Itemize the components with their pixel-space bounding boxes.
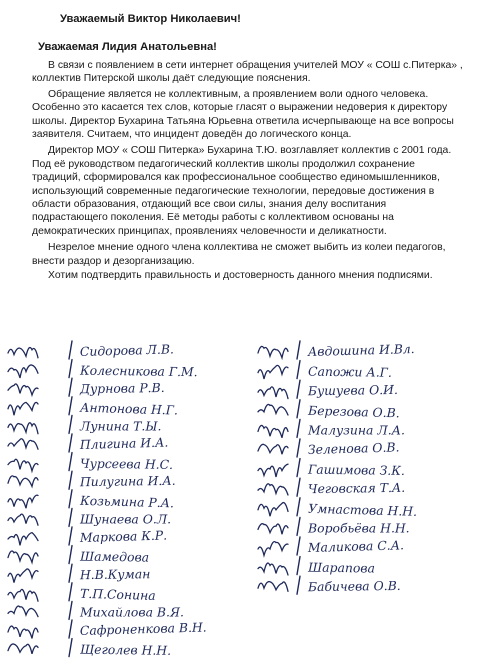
signature-separator xyxy=(297,459,300,477)
signature-scribble xyxy=(258,464,288,477)
signature-separator xyxy=(297,517,300,535)
signature-separator xyxy=(69,564,72,582)
signature-name: Пилугина И.А. xyxy=(79,472,176,490)
signature-separator xyxy=(69,639,72,657)
signature-separator xyxy=(69,378,72,396)
signature-name: Антонова Н.Г. xyxy=(79,399,179,418)
signature-scribble xyxy=(8,402,38,415)
signature-scribble xyxy=(258,425,288,437)
signature-name: Сидорова Л.В. xyxy=(79,341,175,359)
signature-name: Дурнова Р.В. xyxy=(79,380,165,397)
signature-scribble xyxy=(8,495,38,508)
signature-separator xyxy=(69,527,72,545)
signature-separator xyxy=(69,397,72,415)
signature-separator xyxy=(69,341,72,359)
signature-scribble xyxy=(8,384,38,395)
signature-scribble xyxy=(258,484,288,495)
signature-scribble xyxy=(8,626,38,638)
signature-scribble xyxy=(8,533,38,546)
signature-scribble xyxy=(8,569,38,583)
signature-name: Н.В.Куман xyxy=(79,566,151,583)
signature-separator xyxy=(297,341,300,359)
signature-name: Маликова С.А. xyxy=(307,537,405,555)
signature-name: Плигина И.А. xyxy=(79,434,169,452)
signature-name: Сафроненкова В.Н. xyxy=(79,619,207,638)
signature-separator xyxy=(297,361,300,379)
signature-name: Т.П.Сонина xyxy=(79,585,156,603)
letter-body xyxy=(32,59,464,284)
signature-name: Михайлова В.Я. xyxy=(80,604,184,620)
signature-separator xyxy=(69,360,72,378)
signature-name: Бушуева О.И. xyxy=(307,381,398,399)
signature-name: Умнастова Н.Н. xyxy=(307,500,418,519)
signature-separator xyxy=(69,490,72,508)
signature-separator xyxy=(297,557,300,575)
signature-scribble xyxy=(8,589,38,601)
signature-separator xyxy=(69,508,72,526)
signature-separator xyxy=(69,620,72,638)
paragraph-confirm: Хотим подтвердить правильность и достоверность данного мнения подписями. xyxy=(48,270,433,282)
signature-name: Щеголев Н.Н. xyxy=(79,641,172,658)
signature-scribble xyxy=(258,542,288,556)
signature-scribble xyxy=(258,365,288,379)
signature-separator xyxy=(69,434,72,452)
paragraph-not-collective: Обращение является не коллективным, а проявлением воли одного человека. Особенно это касается тех слов, которые гласят о выражении недоверия к директору школы. Директор Бухарина Татьяна Юрьевна ответила исчерпывающе на все вопросы заявителя. Считаем, что инцидент доведён до логического конца. xyxy=(32,88,454,141)
signature-scribble xyxy=(258,404,288,415)
signature-scribble xyxy=(258,503,288,517)
signature-scribble xyxy=(8,365,38,378)
signatures-block xyxy=(0,330,489,660)
signature-separator xyxy=(69,471,72,489)
paragraph-director: Директор МОУ « СОШ Питерка» Бухарина Т.Ю. возглавляет коллектив с 2001 года. Под её руководством педагогический коллектив школы продолжил сохранение традиций, сформировался как профессиональное сообщество единомышленников, использующий современные педагогические технологии, передовые достижения в области образования, отдающий все свои силы, знания делу воспитания подрастающего поколения. Её методы работы с коллективом основаны на демократических принципах, проявлениях человечности и деликатности. xyxy=(32,145,452,237)
paragraph-opinion: Незрелое мнение одного члена коллектива не сможет выбить из колеи педагогов, внести раздор и дезорганизацию. xyxy=(32,242,446,267)
signature-scribble xyxy=(258,346,288,357)
paragraph-intro: В связи с появлением в сети интернет обращения учителей МОУ « СОШ с.Питерка» , коллектив Питерской школы даёт следующие пояснения. xyxy=(32,60,463,85)
signature-name: Авдошина И.Вл. xyxy=(307,341,415,359)
signature-separator xyxy=(297,419,300,437)
signature-scribble xyxy=(8,439,38,449)
signature-name: Шарапова xyxy=(307,559,376,576)
signature-name: Лунина Т.Ы. xyxy=(80,418,162,434)
signature-scribble xyxy=(8,423,38,434)
signature-separator xyxy=(297,498,300,516)
signature-name: Маркова К.Р. xyxy=(79,527,168,545)
signature-name: Сапожи А.Г. xyxy=(307,363,392,380)
signature-scribble xyxy=(8,476,38,487)
signature-separator xyxy=(69,546,72,564)
signature-scribble xyxy=(258,387,288,399)
signature-name: Гашимова З.К. xyxy=(307,461,405,478)
signature-name: Малузина Л.А. xyxy=(308,422,405,438)
signature-scribble xyxy=(8,551,38,562)
signature-separator xyxy=(297,380,300,398)
signature-separator xyxy=(69,601,72,619)
signature-name: Колесникова Г.М. xyxy=(79,362,198,380)
signature-name: Бабичева О.В. xyxy=(307,577,401,595)
signature-scribble xyxy=(258,444,288,454)
signature-scribble xyxy=(8,644,38,654)
signature-scribble xyxy=(8,606,38,617)
signature-separator xyxy=(297,439,300,457)
signature-name: Березова О.В. xyxy=(307,402,400,421)
signature-separator xyxy=(297,576,300,594)
greeting-line-2: Уважаемая Лидия Анатольевна! xyxy=(38,41,217,53)
signature-scribble xyxy=(8,347,38,357)
greeting-line-1: Уважаемый Виктор Николаевич! xyxy=(60,13,241,25)
signature-separator xyxy=(69,415,72,433)
signature-name: Чеговская Т.А. xyxy=(307,479,406,497)
signatures-svg xyxy=(0,330,489,660)
signature-name: Шунаева О.Л. xyxy=(80,511,172,527)
signature-separator xyxy=(297,400,300,418)
signature-scribble xyxy=(8,459,38,471)
signature-separator xyxy=(297,537,300,555)
signature-scribble xyxy=(258,563,288,575)
signature-separator xyxy=(297,478,300,496)
signature-name: Козьмина Р.А. xyxy=(79,492,175,511)
signature-name: Зеленова О.В. xyxy=(307,439,400,457)
signature-separator xyxy=(69,453,72,471)
signature-name: Шамедова xyxy=(79,548,150,565)
signature-name: Чурсеева Н.С. xyxy=(79,455,174,472)
signature-scribble xyxy=(8,514,38,525)
signature-scribble xyxy=(258,524,288,535)
signature-name: Воробьёва Н.Н. xyxy=(308,520,410,536)
signature-separator xyxy=(69,583,72,601)
signature-scribble xyxy=(258,582,288,592)
